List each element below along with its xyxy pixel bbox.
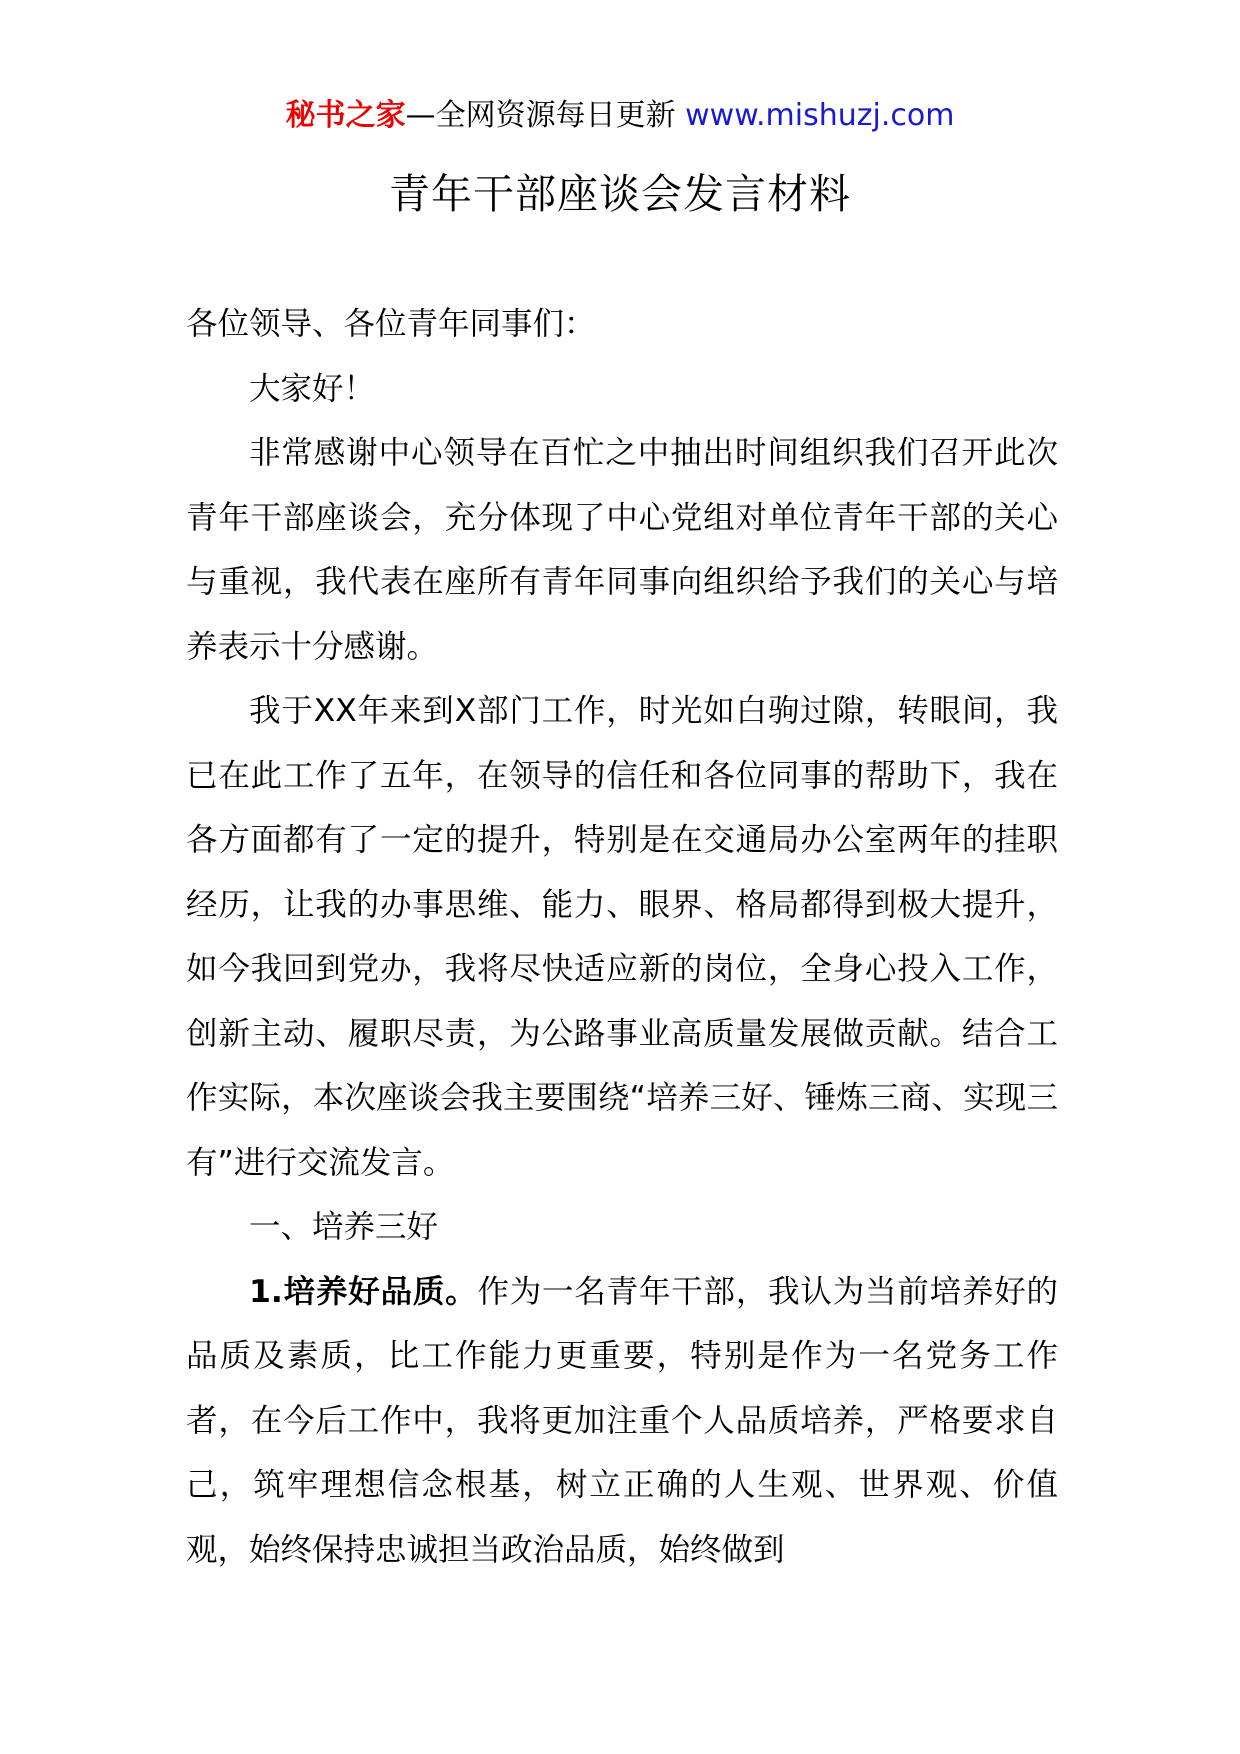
paragraph-background: 我于XX年来到X部门工作，时光如白驹过隙，转眼间，我已在此工作了五年，在领导的信任和各位同事的帮助下，我在各方面都有了一定的提升，特别是在交通局办公室两年的挂职经历，让我的办事思维、能力、眼界、格局都得到极大提升，如今我回到党办，我将尽快适应新的岗位，全身心投入工作，创新主动、履职尽责，为公路事业高质量发展做贡献。结合工作实际，本次座谈会我主要围绕“培养三好、锤炼三商、实现三有”进行交流发言。 xyxy=(186,693,1058,1181)
salutation: 各位领导、各位青年同事们： xyxy=(186,306,596,342)
document-title: 青年干部座谈会发言材料 xyxy=(389,170,851,218)
site-url-link[interactable]: www.mishuzj.com xyxy=(685,98,955,133)
site-header xyxy=(0,96,1240,136)
section-heading: 一、培养三好 xyxy=(249,1209,439,1245)
site-slogan: —全网资源每日更新 xyxy=(405,98,676,133)
paragraph-thanks: 非常感谢中心领导在百忙之中抽出时间组织我们召开此次青年干部座谈会，充分体现了中心党组对单位青年干部的关心与重视，我代表在座所有青年同事向组织给予我们的关心与培养表示十分感谢。 xyxy=(186,435,1058,665)
point-title: 1.培养好品质。 xyxy=(249,1273,478,1310)
point-text: 作为一名青年干部，我认为当前培养好的品质及素质，比工作能力更重要，特别是作为一名党务工作者，在今后工作中，我将更加注重个人品质培养，严格要求自己，筑牢理想信念根基，树立正确的人生观、世界观、价值观，始终保持忠诚担当政治品质，始终做到 xyxy=(186,1273,1058,1568)
document-body xyxy=(186,292,1058,1582)
paragraph-point-1 xyxy=(186,1260,1058,1583)
greeting: 大家好！ xyxy=(249,370,376,407)
site-brand: 秘书之家 xyxy=(285,98,406,133)
